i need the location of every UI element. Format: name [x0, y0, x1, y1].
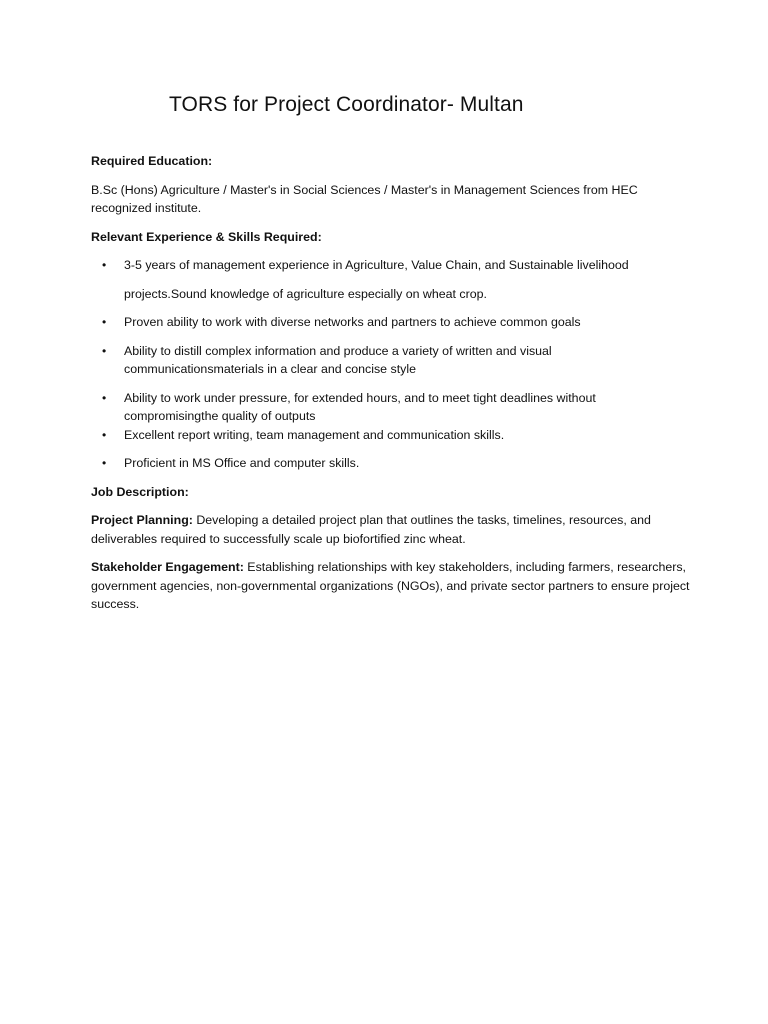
list-item [91, 426, 691, 445]
document-body [91, 152, 691, 624]
list-item-text: 3-5 years of management experience in Agriculture, Value Chain, and Sustainable livelihood projects.Sound knowledge of agriculture especially on wheat crop. [124, 258, 629, 301]
bullet-icon: • [102, 343, 107, 358]
stakeholder-engagement-paragraph [91, 558, 691, 614]
list-item [91, 251, 691, 309]
bullet-icon: • [102, 258, 107, 272]
experience-list [91, 251, 691, 473]
list-item [91, 389, 691, 426]
list-item-text: Ability to work under pressure, for extended hours, and to meet tight deadlines without compromisingthe quality of outputs [124, 390, 596, 423]
project-planning-paragraph [91, 511, 691, 548]
project-planning-label: Project Planning: [91, 513, 193, 527]
project-planning-text: Developing a detailed project plan that outlines the tasks, timelines, resources, and deliverables required to successfully scale up biofortified zinc wheat. [91, 513, 651, 546]
list-item [91, 313, 691, 332]
list-item-text: Excellent report writing, team management and communication skills. [124, 427, 505, 442]
list-item-text: Proven ability to work with diverse networks and partners to achieve common goals [124, 315, 581, 329]
list-item [91, 454, 691, 473]
list-item-text: Proficient in MS Office and computer skills. [124, 456, 360, 470]
bullet-icon: • [102, 390, 107, 405]
job-description-heading: Job Description: [91, 484, 189, 499]
list-item [91, 342, 691, 379]
education-heading: Required Education: [91, 154, 213, 168]
bullet-icon: • [102, 427, 107, 442]
document-title: TORS for Project Coordinator- Multan [169, 93, 524, 116]
bullet-icon: • [102, 456, 107, 470]
education-text: B.Sc (Hons) Agriculture / Master's in Social Sciences / Master's in Management Sciences from HEC recognized institute. [91, 182, 638, 215]
list-item-text: Ability to distill complex information and produce a variety of written and visual communicationsmaterials in a clear and concise style [124, 343, 552, 376]
stakeholder-engagement-text: Establishing relationships with key stakeholders, including farmers, researchers, government agencies, non-governmental organizations (NGOs), and private sector partners to ensure project success. [91, 560, 690, 611]
bullet-icon: • [102, 315, 107, 329]
experience-heading: Relevant Experience & Skills Required: [91, 229, 322, 244]
stakeholder-engagement-label: Stakeholder Engagement: [91, 560, 244, 574]
